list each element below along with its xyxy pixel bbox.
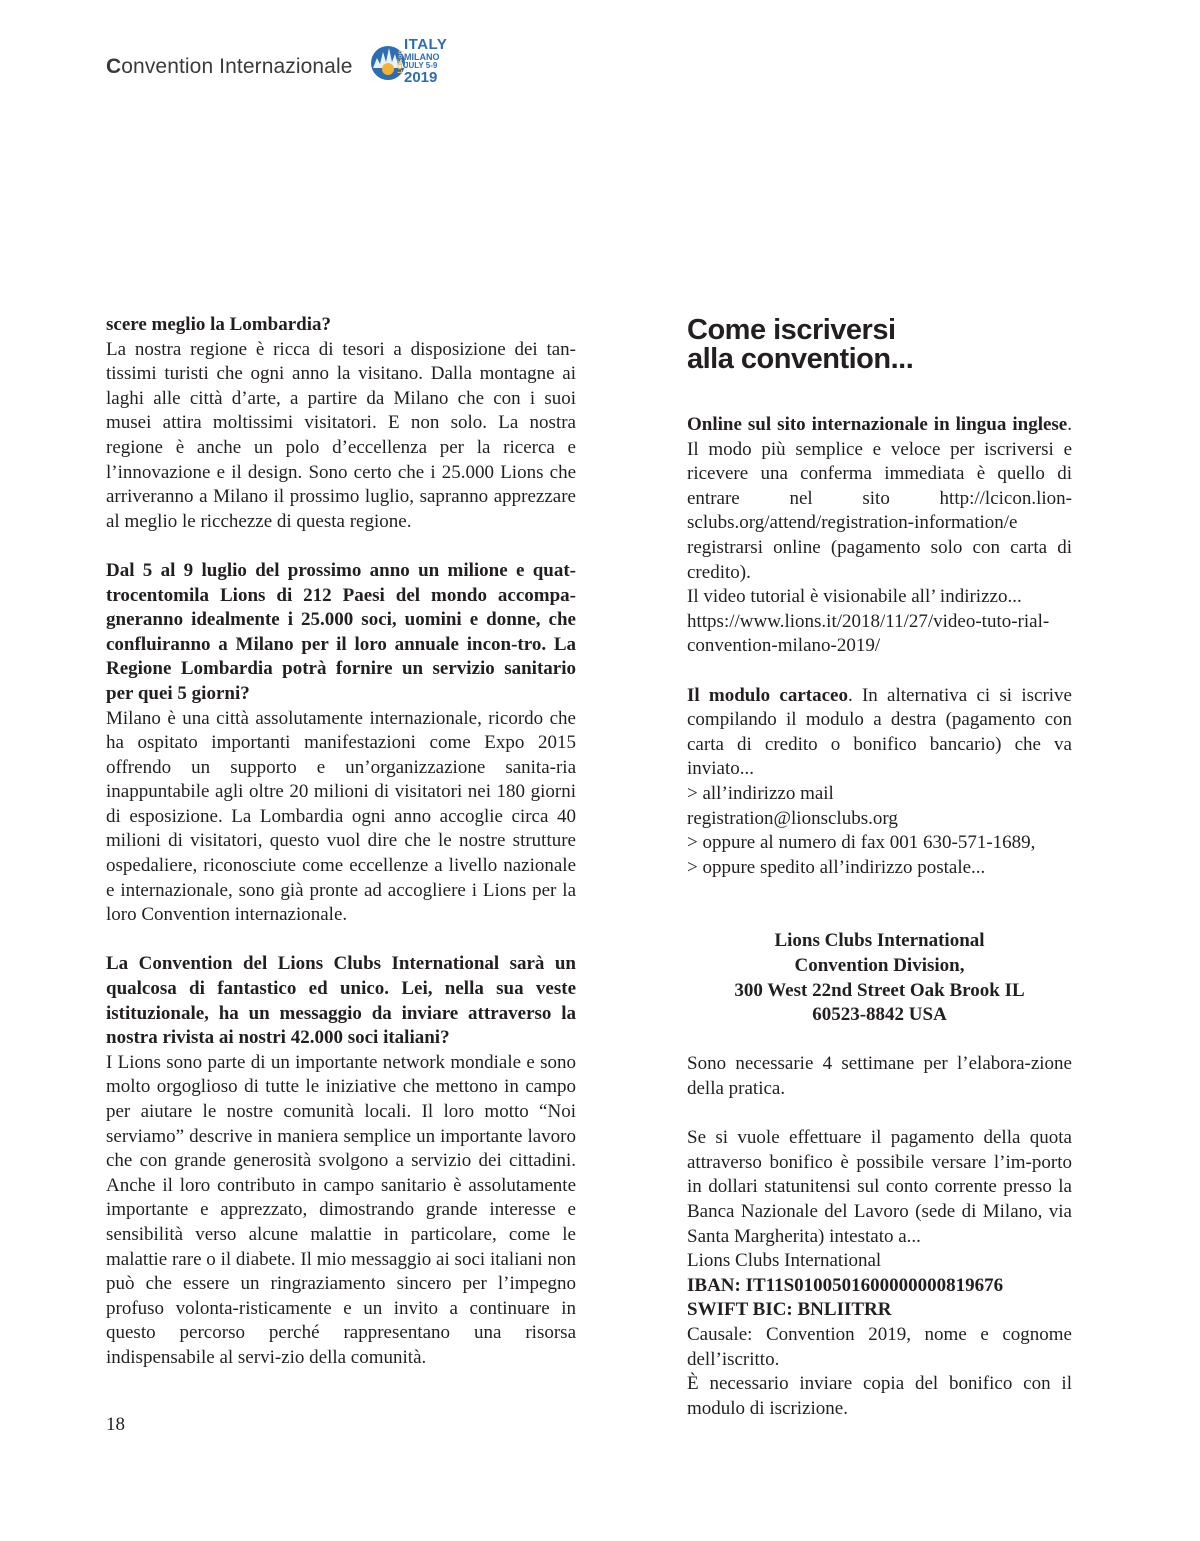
bank-transfer-paragraph: Se si vuole effettuare il pagamento della quota attraverso bonifico è possibile versare l’im-porto in dollari statunitensi sul conto corrente presso la Banca Nazionale del Lavoro (sede di Milano, via Santa Margherita) intestato a... (687, 1127, 1072, 1247)
payment-reference-line: Causale: Convention 2019, nome e cognome dell’iscritto. (687, 1323, 1072, 1370)
page-number: 18 (106, 1414, 125, 1435)
payee-line: Lions Clubs International (687, 1250, 882, 1272)
video-tutorial-line: Il video tutorial è visionabile all’ indirizzo... (687, 586, 1022, 608)
postal-address-block (687, 929, 1072, 1027)
answer-3: I Lions sono parte di un importante network mondiale e sono molto orgoglioso di tutte le iniziative che mettono in campo per aiutare le nostre comunità locali. Il loro motto “Noi serviamo” descrive in maniera semplice un importante lavoro che con grande generosità svolgono a servizio dei cittadini. Anche il loro contributo in campo sanitario è assolutamente importante e apprezzato, dimostrando grande interesse e sensibilità verso alcune malattie in particolare, come le malattie rare o il diabete. Il mio messaggio ai soci italiani non può che essere un ringraziamento sincero per l’impegno profuso volonta-risticamente e un invito a continuare in questo percorso perché rappresentano una risorsa indispensabile al servi-zio della comunità. (106, 1051, 576, 1368)
logo-dates: JULY 5-9 (404, 61, 438, 70)
registration-heading-line-2: alla convention... (687, 343, 914, 375)
iban-line: IBAN: IT11S0100501600000000819676 (687, 1274, 1004, 1296)
paper-form-paragraph (687, 684, 1072, 782)
mail-option-line: > all’indirizzo mail (687, 782, 834, 804)
running-header (106, 55, 353, 79)
running-header-text: onvention Internazionale (121, 55, 353, 78)
fax-option-line: > oppure al numero di fax 001 630-571-1689, (687, 832, 1036, 854)
address-line-4: 60523-8842 USA (812, 1004, 947, 1026)
online-registration-paragraph (687, 413, 1072, 585)
running-header-initial: C (106, 55, 122, 78)
registration-email-link[interactable]: registration@lionsclubs.org (687, 807, 898, 829)
logo-wordmark (404, 37, 447, 85)
logo-year: 2019 (404, 69, 438, 86)
address-line-1: Lions Clubs International (774, 930, 985, 952)
postal-option-line: > oppure spedito all’indirizzo postale... (687, 856, 986, 878)
online-registration-lead: Online sul sito internazionale in lingua inglese (687, 414, 1068, 435)
registration-heading (687, 316, 1107, 374)
answer-2: Milano è una città assolutamente internazionale, ricordo che ha ospitato importanti manifestazioni come Expo 2015 offrendo un supporto e un’organizzazione sanita-ria inappuntabile agli oltre 20 milioni di visitatori nei 180 giorni di esposizione. La Lombardia ogni anno accoglie circa 40 milioni di visitatori, questo vuol dire che le nostre strutture ospedaliere, riconosciute come eccellenze a livello nazionale e internazionale, sono già pronte ad accogliere i Lions per la loro Convention internazionale. (106, 707, 576, 926)
address-line-2: Convention Division, (794, 955, 965, 977)
paper-form-text: . In alternativa ci si iscrive compilando il modulo a destra (pagamento con carta di credito o bonifico bancario) che va inviato... (687, 684, 1072, 780)
logo-lions-emblem (382, 63, 394, 75)
interview-column (106, 313, 576, 1371)
online-registration-text: . Il modo più semplice e veloce per iscriversi e ricevere una conferma immediata è quello di entrare nel sito http://lcicon.lion-sclubs.org/attend/registration-information/e registrarsi online (pagamento solo con carta di credito). (687, 414, 1072, 583)
logo-country: ITALY (404, 36, 448, 53)
logo-city: MILANO (404, 52, 440, 62)
question-3: La Convention del Lions Clubs International sarà un qualcosa di fantastico ed unico. Lei, nella sua veste istituzionale, ha un messaggio da inviare attraverso la nostra rivista ai nostri 42.000 soci italiani? (106, 953, 576, 1049)
processing-time-note: Sono necessarie 4 settimane per l’elabora-zione della pratica. (687, 1053, 1072, 1100)
paper-form-lead: Il modulo cartaceo (687, 684, 848, 706)
transfer-copy-note: È necessario inviare copia del bonifico con il modulo di iscrizione. (687, 1373, 1072, 1419)
address-line-3: 300 West 22nd Street Oak Brook IL (734, 979, 1025, 1001)
question-1-tail: scere meglio la Lombardia? (106, 314, 331, 335)
logo-lcicon-text: LCICon (397, 50, 404, 74)
question-2: Dal 5 al 9 luglio del prossimo anno un milione e quat-trocentomila Lions di 212 Paesi del mondo accompa-gneranno idealmente i 25.000 soci, uomini e donne, che confluiranno a Milano per il loro annuale incon-tro. La Regione Lombardia potrà fornire un servizio sanitario per quei 5 giorni? (106, 559, 576, 704)
video-tutorial-url[interactable]: https://www.lions.it/2018/11/27/video-tuto-rial-convention-milano-2019/ (687, 610, 1050, 657)
swift-line: SWIFT BIC: BNLIITRR (687, 1299, 892, 1321)
answer-1: La nostra regione è ricca di tesori a disposizione dei tan-tissimi turisti che ogni anno la visitano. Dalla montagne ai laghi alle città d’arte, a partire da Milano che con i suoi musei attira moltissimi visitatori. E non solo. La nostra regione è anche un polo d’eccellenza per la ricerca e l’innovazione e il design. Sono certo che i 25.000 Lions che arriveranno a Milano il prossimo luglio, sapranno apprezzare al meglio le ricchezze di questa regione. (106, 338, 576, 532)
registration-heading-line-1: Come iscriversi (687, 314, 896, 346)
registration-info-column (687, 413, 1072, 1421)
